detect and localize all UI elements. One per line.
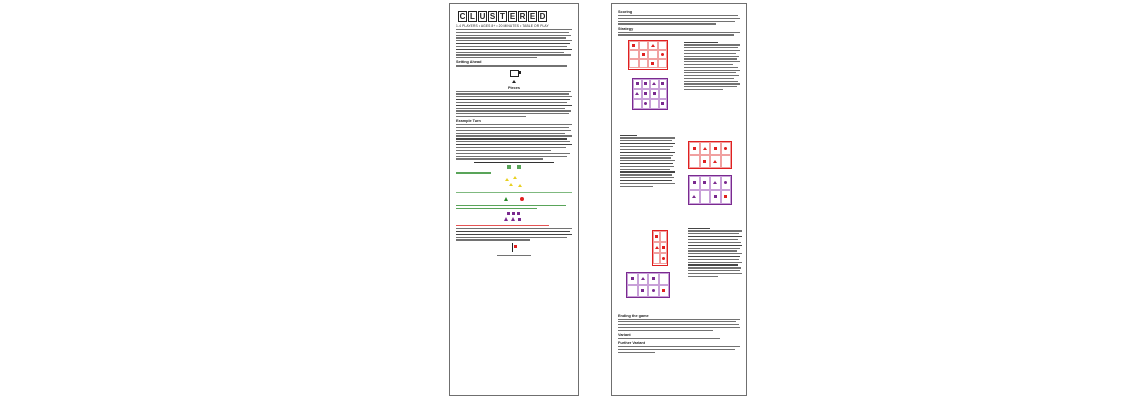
title-letter: S (489, 12, 496, 21)
title-letter: E (529, 12, 536, 21)
footer-figure (508, 243, 520, 253)
title-letter: U (479, 12, 486, 21)
title-letter: L (468, 11, 477, 22)
purple-grid (632, 78, 668, 110)
game-subtitle: 1-4 PLAYERS • AGES 8+ • 20 MINUTES • TABLE OR PLAY (456, 24, 549, 28)
pieces-row-mixed (494, 195, 534, 203)
title-letter: R (519, 12, 526, 21)
scoring-paragraph (618, 15, 740, 25)
game-title (458, 11, 578, 22)
diagram-block-3 (612, 228, 746, 312)
strategy-heading: Strategy (618, 26, 634, 31)
diagram-1-text (684, 42, 740, 92)
ending-paragraph (618, 319, 740, 331)
pieces-cluster-purple (499, 211, 529, 223)
yellow-caption (456, 192, 572, 193)
intro-paragraph (456, 29, 572, 58)
footer-caption (456, 255, 572, 256)
green-caption (456, 172, 572, 173)
pieces-cluster-yellow (499, 176, 529, 190)
purple-grid-3 (626, 272, 670, 298)
red-grid (628, 40, 668, 70)
further-paragraph (618, 346, 740, 353)
title-letter: T (498, 11, 507, 22)
title-letter: D (539, 12, 546, 21)
scoring-heading: Scoring (618, 10, 633, 14)
piece-triangle-icon (504, 197, 508, 201)
red-column-grid (652, 230, 668, 266)
title-letter: E (509, 12, 516, 21)
strategy-paragraph (618, 32, 740, 36)
diagram-3-text (688, 228, 742, 279)
purple-caption (456, 225, 572, 226)
piece-circle-icon (520, 197, 524, 201)
setup-heading: Setting Ahead (456, 60, 482, 65)
setup-paragraph (456, 65, 572, 66)
pieces-paragraph (456, 91, 572, 118)
further-heading: Further Variant (618, 341, 646, 345)
diagram-block-2 (612, 133, 746, 228)
pieces-row-green (499, 164, 529, 170)
red-grid-2 (688, 141, 732, 169)
title-letter: C (459, 12, 466, 21)
mixed-caption (456, 205, 572, 209)
diagram-block-1 (612, 38, 746, 133)
ending-heading: Ending the game (618, 313, 649, 318)
variant-heading: Variant (618, 332, 631, 337)
piece-square-icon (510, 70, 519, 77)
closing-paragraph (456, 228, 572, 241)
chevron-up-icon (509, 80, 519, 84)
diagram-2-text (620, 135, 675, 189)
pieces-heading: Pieces (507, 85, 521, 90)
variant-paragraph (618, 338, 740, 339)
example-paragraph-2 (456, 153, 572, 160)
divider (474, 162, 554, 163)
rules-page-1 (449, 3, 579, 396)
example-heading: Example Turn (456, 119, 481, 124)
rules-page-2 (611, 3, 747, 396)
example-paragraph (456, 124, 572, 151)
setup-figure (504, 69, 524, 78)
purple-grid-2 (688, 175, 732, 205)
